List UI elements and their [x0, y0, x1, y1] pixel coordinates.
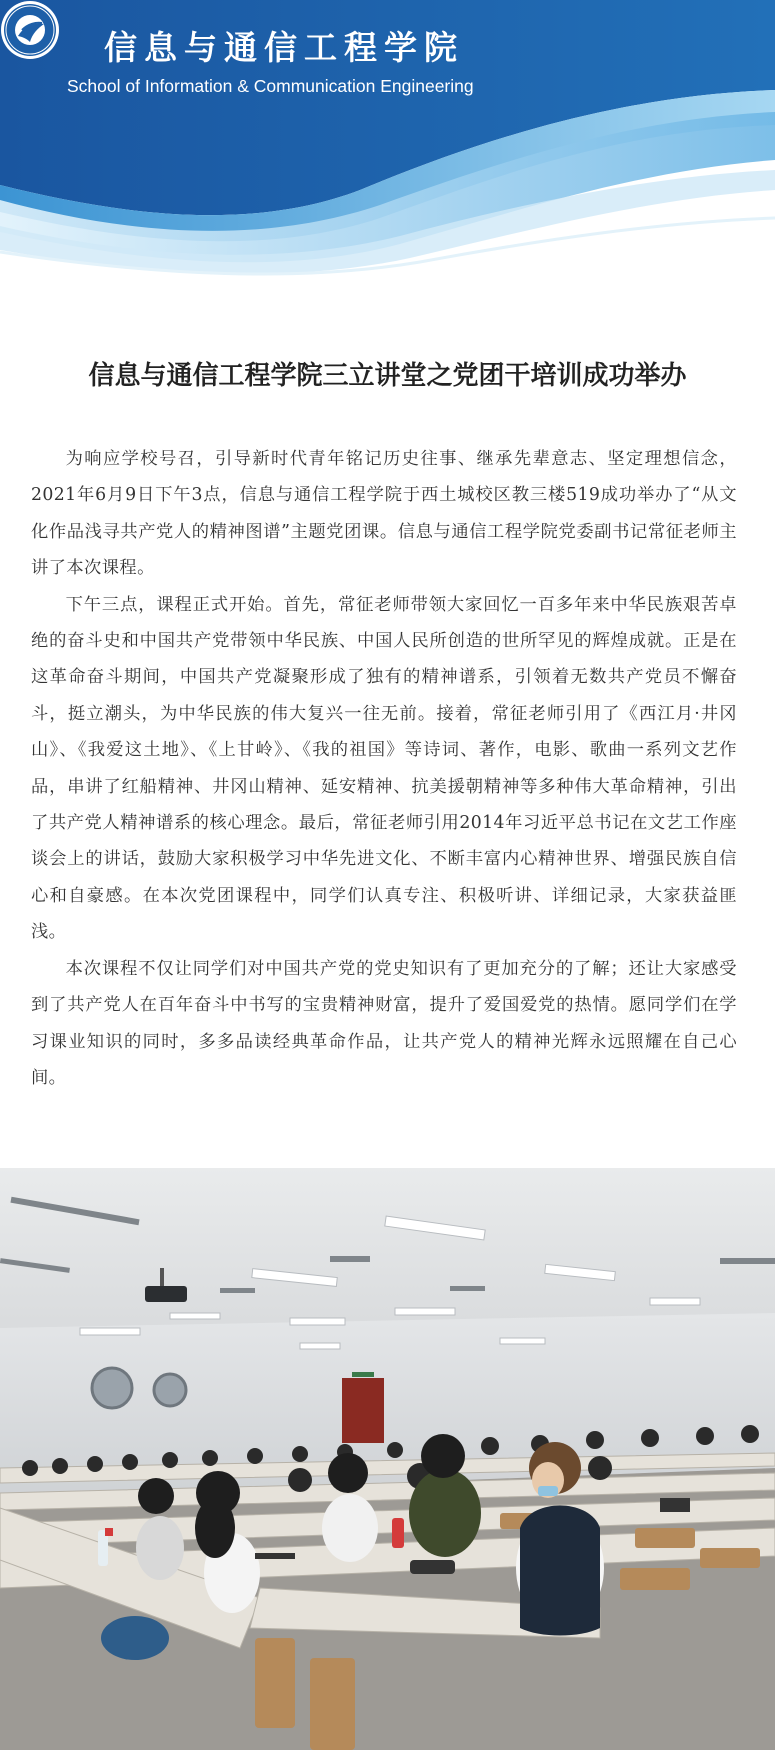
school-name-cn: 信息与通信工程学院	[104, 28, 464, 67]
article-body	[31, 441, 737, 1096]
paragraph: 本次课程不仅让同学们对中国共产党的党史知识有了更加充分的了解；还让大家感受到了共产党人在百年奋斗中书写的宝贵精神财富，提升了爱国爱党的热情。愿同学们在学习课业知识的同时，多多品读经典革命作品，让共产党人的精神光辉永远照耀在自己心间。	[31, 958, 737, 1088]
article-title: 信息与通信工程学院三立讲堂之党团干培训成功举办	[88, 361, 687, 391]
lecture-hall-photo	[0, 1168, 775, 1750]
lecture-hall-illustration	[0, 1168, 775, 1750]
school-name-en: School of Information & Communication Engineering	[67, 76, 474, 96]
paragraph: 下午三点，课程正式开始。首先，常征老师带领大家回忆一百多年来中华民族艰苦卓绝的奋斗史和中国共产党带领中华民族、中国人民所创造的世所罕见的辉煌成就。正是在这革命奋斗期间，中国共产党凝聚形成了独有的精神谱系，引领着无数共产党员不懈奋斗，挺立潮头，为中华民族的伟大复兴一往无前。接着，常征老师引用了《西江月·井冈山》、《我爱这土地》、《上甘岭》、《我的祖国》等诗词、著作，电影、歌曲一系列文艺作品，串讲了红船精神、井冈山精神、延安精神、抗美援朝精神等多种伟大革命精神，引出了共产党人精神谱系的核心理念。最后，常征老师引用2014年习近平总书记在文艺工作座谈会上的讲话，鼓励大家积极学习中华先进文化、不断丰富内心精神世界、增强民族自信心和自豪感。在本次党团课程中，同学们认真专注、积极听讲、详细记录，大家获益匪浅。	[31, 594, 737, 943]
university-seal-icon	[0, 0, 60, 60]
paragraph: 为响应学校号召，引导新时代青年铭记历史往事、继承先辈意志、坚定理想信念，2021年6月9日下午3点，信息与通信工程学院于西土城校区教三楼519成功举办了“从文化作品浅寻共产党人的精神图谱”主题党团课。信息与通信工程学院党委副书记常征老师主讲了本次课程。	[31, 449, 737, 579]
header-banner	[0, 0, 775, 300]
